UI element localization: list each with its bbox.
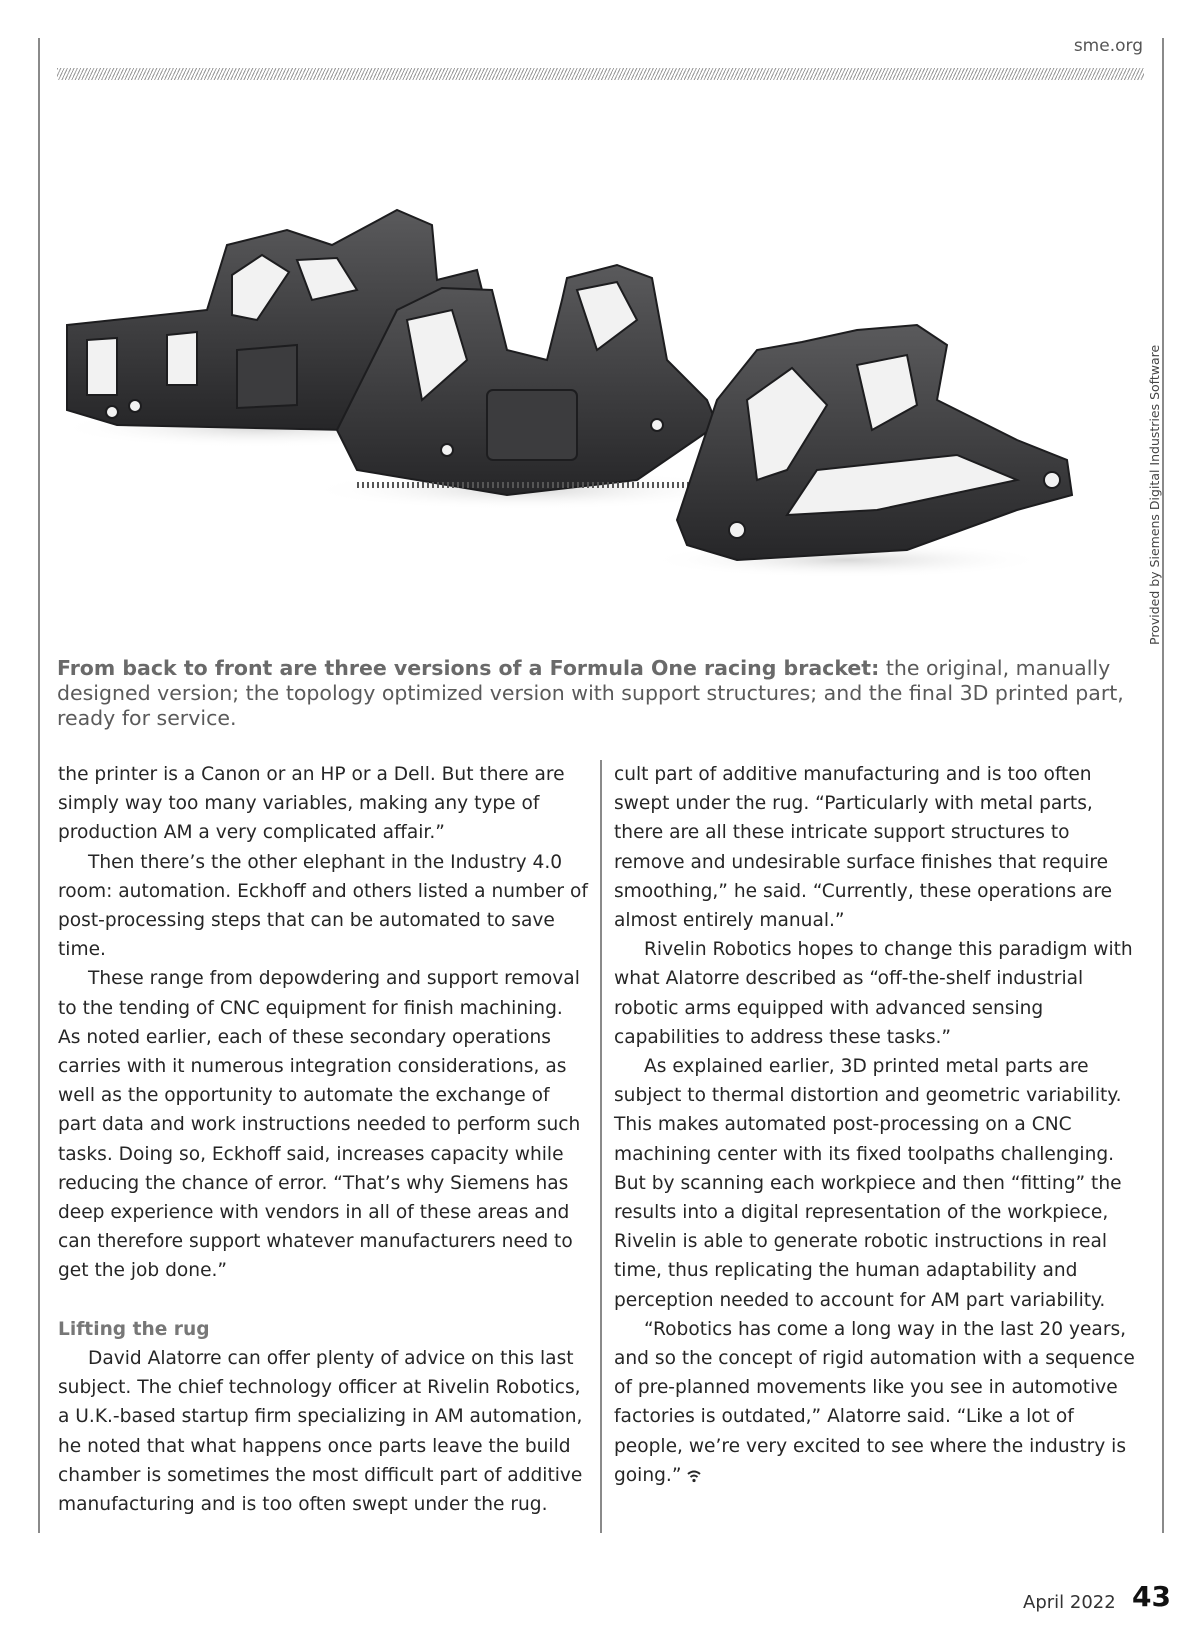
paragraph: David Alatorre can offer plenty of advice on this last subject. The chief technology officer at Rivelin Robotics, a U.K.-based startup firm specializing in AM automation, he noted that what happens once parts leave the build chamber is sometimes the most difficult part of additive manufacturing and is too often swept under the rug. xyxy=(58,1348,583,1516)
section-subhead: Lifting the rug xyxy=(58,1318,210,1340)
caption-lead: From back to front are three versions of a Formula One racing bracket: xyxy=(57,656,880,680)
paragraph-text: “Robotics has come a long way in the last 20 years, and so the concept of rigid automation with a sequence of pre-planned movements like you see in automotive factories is outdated,” Alatorre said. “Like a lot of people, we’re very excited to see where the industry is going.” xyxy=(614,1318,1135,1486)
article-column-left xyxy=(58,760,590,1519)
figure-caption xyxy=(57,656,1137,731)
article-column-right xyxy=(614,760,1142,1490)
paragraph: As explained earlier, 3D printed metal parts are subject to thermal distortion and geometric variability. This makes automated post-processing on a CNC machining center with its fixed toolpaths challenging. But by scanning each workpiece and then “fitting” the results into a digital representation of the workpiece, Rivelin is able to generate robotic instructions in real time, thus replicating the human adaptability and perception needed to account for AM part variability. xyxy=(614,1056,1122,1311)
left-margin-rule xyxy=(38,38,40,1533)
paragraph: the printer is a Canon or an HP or a Dell. But there are simply way too many variables, making any type of production AM a very complicated affair.” xyxy=(58,764,565,844)
bracket-photo xyxy=(57,150,1137,640)
paragraph: Rivelin Robotics hopes to change this paradigm with what Alatorre described as “off-the-shelf industrial robotic arms equipped with advanced sensing capabilities to address these tasks.” xyxy=(614,939,1133,1048)
paragraph-final xyxy=(614,1315,1142,1490)
page-number: 43 xyxy=(1132,1580,1171,1613)
paragraph: These range from depowdering and support removal to the tending of CNC equipment for finish machining. As noted earlier, each of these secondary operations carries with it numerous integration considerations, as well as the opportunity to automate the exchange of part data and work instructions needed to perform such tasks. Doing so, Eckhoff said, increases capacity while reducing the chance of error. “That’s why Siemens has deep experience with vendors in all of these areas and can therefore support whatever manufacturers need to get the job done.” xyxy=(58,968,581,1282)
caption-body: the original, manually designed version; the topology optimized version with support structures; and the final 3D printed part, ready for service. xyxy=(57,656,1124,730)
issue-date: April 2022 xyxy=(1023,1592,1116,1613)
header-hatch-band xyxy=(57,68,1144,80)
paragraph: cult part of additive manufacturing and is too often swept under the rug. “Particularly with metal parts, there are all these intricate support structures to remove and undesirable surface finishes that require smoothing,” he said. “Currently, these operations are almost entirely manual.” xyxy=(614,764,1113,932)
right-margin-rule xyxy=(1162,38,1164,1533)
site-url[interactable]: sme.org xyxy=(1073,36,1143,56)
end-mark-icon xyxy=(687,1469,701,1483)
column-divider xyxy=(600,760,602,1533)
photo-credit: Provided by Siemens Digital Industries Software xyxy=(1147,344,1162,645)
paragraph: Then there’s the other elephant in the Industry 4.0 room: automation. Eckhoff and others listed a number of post-processing steps that can be automated to save time. xyxy=(58,851,588,961)
